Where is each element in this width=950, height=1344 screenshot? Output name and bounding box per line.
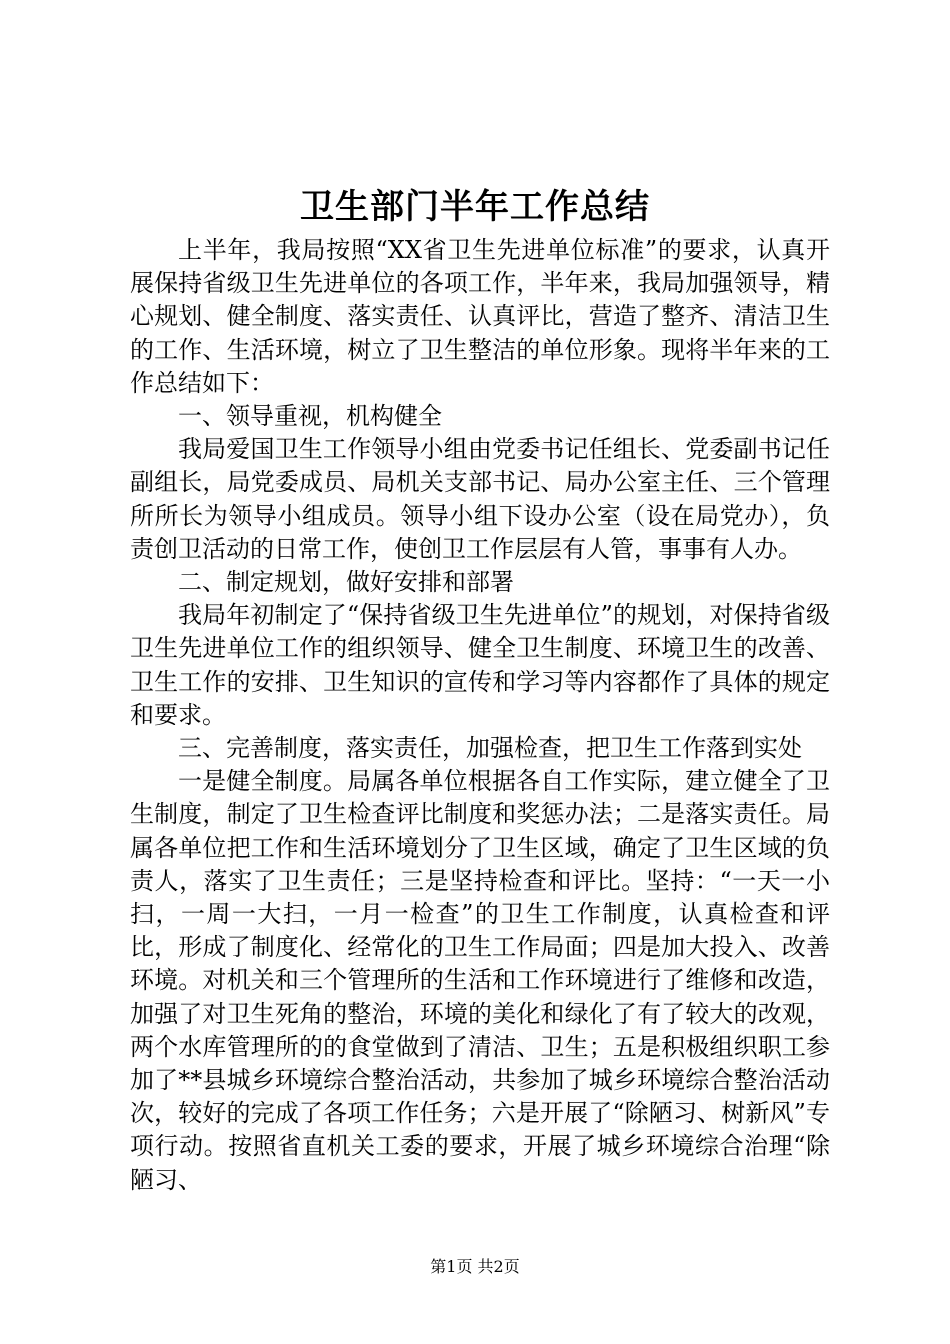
intro-paragraph: 上半年，我局按照“XX省卫生先进单位标准”的要求，认真开展保持省级卫生先进单位的各项工作，半年来，我局加强领导，精心规划、健全制度、落实责任、认真评比，营造了整齐、清洁卫生的工作、生活环境，树立了卫生整洁的单位形象。现将半年来的工作总结如下：	[130, 236, 830, 397]
section-2-paragraph: 我局年初制定了“保持省级卫生先进单位”的规划，对保持省级卫生先进单位工作的组织领导、健全卫生制度、环境卫生的改善、卫生工作的安排、卫生知识的宣传和学习等内容都作了具体的规定和要求。	[130, 601, 830, 729]
page-footer: 第1页 共2页	[430, 1257, 520, 1276]
document-title: 卫生部门半年工作总结	[300, 187, 650, 227]
section-3-paragraph: 一是健全制度。局属各单位根据各自工作实际，建立健全了卫生制度，制定了卫生检查评比制度和奖惩办法；二是落实责任。局属各单位把工作和生活环境划分了卫生区域，确定了卫生区域的负责人，落实了卫生责任；三是坚持检查和评比。坚持：“一天一小扫，一周一大扫，一月一检查”的卫生工作制度，认真检查和评比，形成了制度化、经常化的卫生工作局面；四是加大投入、改善环境。对机关和三个管理所的生活和工作环境进行了维修和改造，加强了对卫生死角的整治，环境的美化和绿化了有了较大的改观，两个水库管理所的的食堂做到了清洁、卫生；五是积极组织职工参加了**县城乡环境综合整治活动，共参加了城乡环境综合整治活动次，较好的完成了各项工作任务；六是开展了“除陋习、树新风”专项行动。按照省直机关工委的要求，开展了城乡环境综合治理“除陋习、	[130, 767, 830, 1194]
section-heading-3: 三、完善制度，落实责任，加强检查，把卫生工作落到实处	[178, 734, 802, 763]
section-heading-2: 二、制定规划，做好安排和部署	[178, 568, 514, 597]
document-body	[130, 234, 830, 1197]
section-1-paragraph: 我局爱国卫生工作领导小组由党委书记任组长、党委副书记任副组长，局党委成员、局机关支部书记、局办公室主任、三个管理所所长为领导小组成员。领导小组下设办公室（设在局党办），负责创卫活动的日常工作，使创卫工作层层有人管，事事有人办。	[130, 435, 830, 563]
section-heading-1: 一、领导重视，机构健全	[178, 402, 442, 431]
